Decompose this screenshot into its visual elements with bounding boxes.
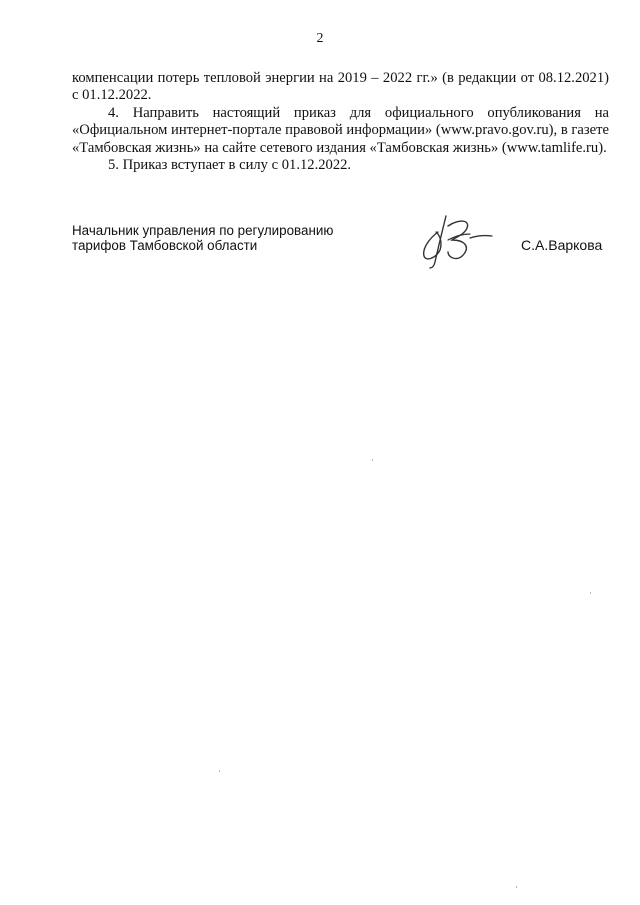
scan-speck [516, 886, 517, 888]
scan-speck [372, 459, 373, 461]
handwritten-signature [412, 210, 502, 274]
paragraph-effective-date: 5. Приказ вступает в силу с 01.12.2022. [108, 157, 352, 174]
scan-speck [219, 770, 220, 772]
signer-position-line-2: тарифов Тамбовской области [72, 237, 258, 253]
paragraph-continuation: компенсации потерь тепловой энергии на 2019 – 2022 гг.» (в редакции от 08.12.2021) с 01.12.2022. [72, 70, 609, 104]
signer-position [72, 224, 333, 253]
scan-speck [590, 592, 591, 594]
page-number: 2 [316, 31, 324, 46]
paragraph-publication: 4. Направить настоящий приказ для официального опубликования на «Официальном интернет-портале правовой информации» (www.pravo.gov.ru), в газете «Тамбовская жизнь» на сайте сетевого издания «Тамбовская жизнь» (www.tamlife.ru). [72, 104, 609, 156]
signer-name: С.А.Варкова [521, 237, 603, 253]
signature-block [72, 224, 612, 274]
signer-position-line-1: Начальник управления по регулированию [72, 223, 334, 238]
document-body [72, 70, 609, 174]
